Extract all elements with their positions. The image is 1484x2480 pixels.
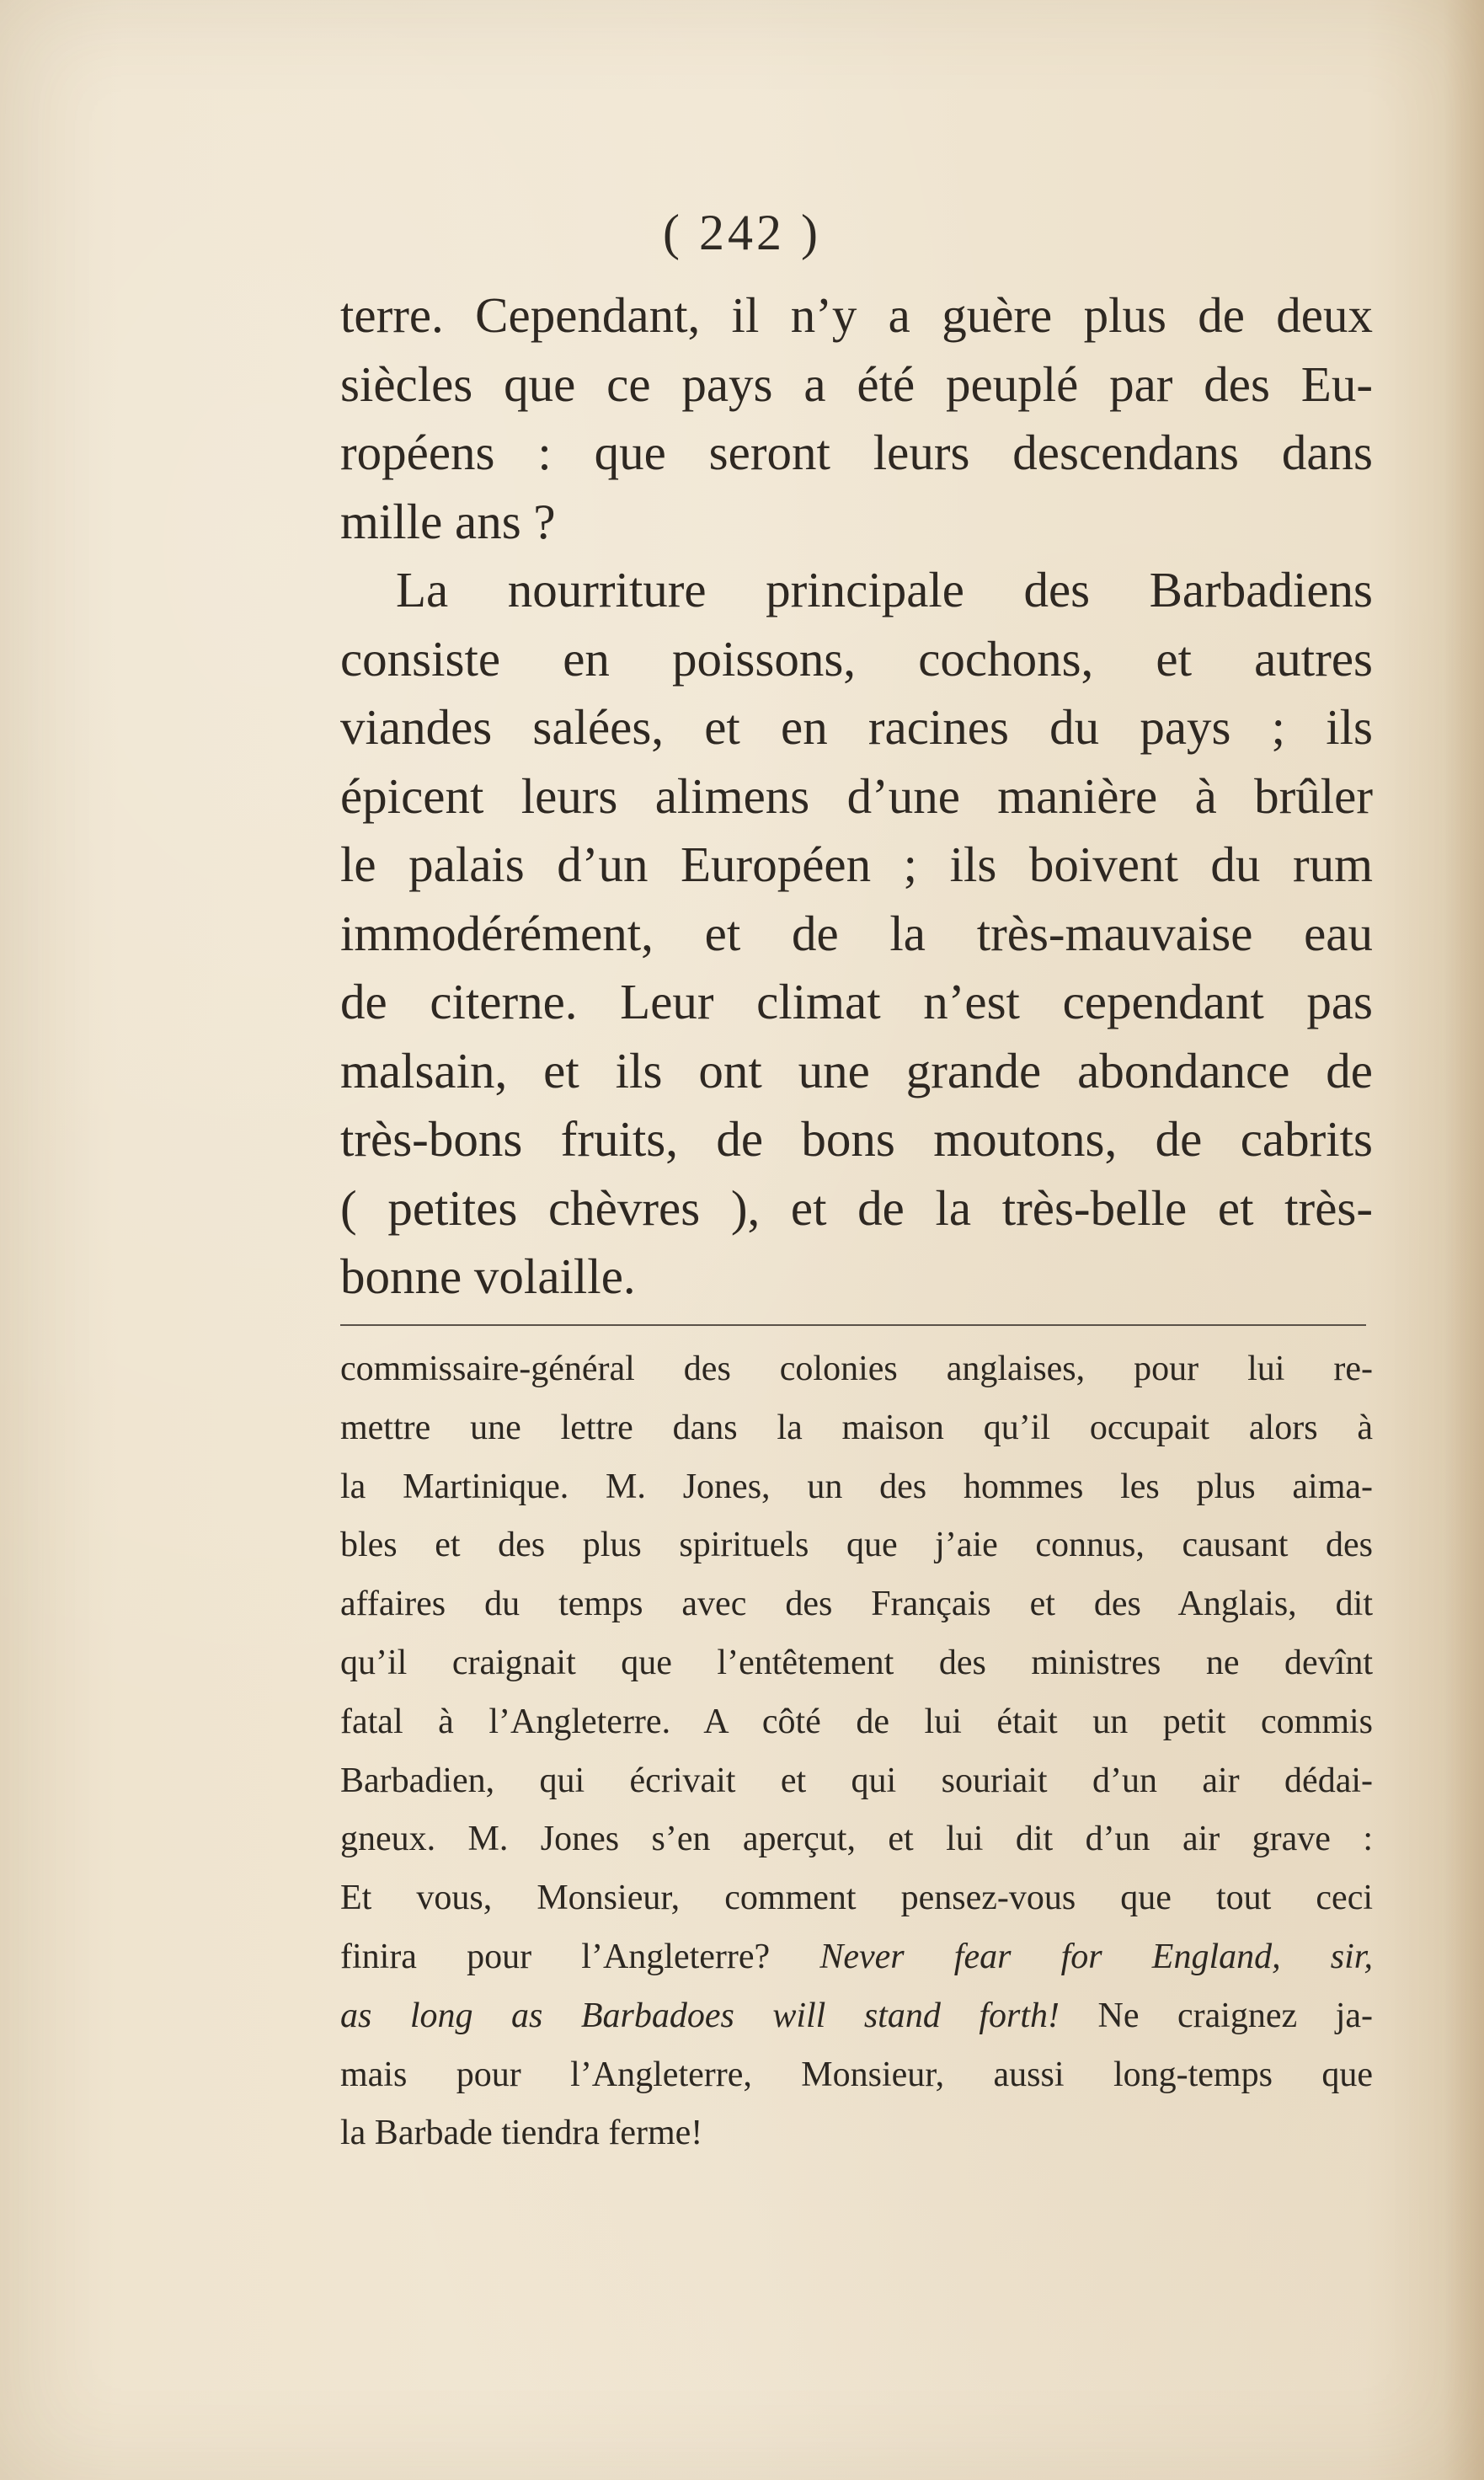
text-line: viandes salées, et en racines du pays ; ils: [340, 699, 1373, 755]
footnote-separator-rule: [340, 1324, 1366, 1326]
footnote-line: la Barbade tiendra ferme!: [340, 2114, 703, 2153]
footnote-line: Barbadien, qui écrivait et qui souriait d’un air dédai-: [340, 1761, 1373, 1800]
footnote-line: la Martinique. M. Jones, un des hommes les plus aima-: [340, 1467, 1373, 1506]
footnote-line: affaires du temps avec des Français et des Anglais, dit: [340, 1585, 1373, 1624]
page-edge-shadow: [1444, 0, 1484, 2480]
text-line: ropéens : que seront leurs descendans dans: [340, 425, 1373, 480]
text-line: consiste en poissons, cochons, et autres: [340, 630, 1373, 687]
text-line: ( petites chèvres ), et de la très-belle et très-: [340, 1179, 1373, 1236]
text-line: de citerne. Leur climat n’est cependant pas: [340, 974, 1373, 1029]
english-quote-text: Never fear for England, sir,: [819, 1937, 1373, 1976]
footnote-text: Ne craignez ja-: [1097, 1996, 1373, 2035]
footnote-line: bles et des plus spirituels que j’aie connus, causant des: [340, 1526, 1373, 1565]
footnote-line: mettre une lettre dans la maison qu’il occupait alors à: [340, 1408, 1373, 1447]
footnote-line: qu’il craignait que l’entêtement des ministres ne devînt: [340, 1643, 1373, 1682]
footnote-line: Et vous, Monsieur, comment pensez-vous que tout ceci: [340, 1879, 1373, 1918]
main-text-block: [340, 281, 1373, 1312]
text-line: mille ans ?: [340, 493, 556, 549]
text-line: très-bons fruits, de bons moutons, de cabrits: [340, 1111, 1373, 1167]
text-line: épicent leurs alimens d’une manière à brûler: [340, 767, 1373, 824]
text-line: bonne volaille.: [340, 1248, 636, 1304]
footnote-line-mixed: [340, 1928, 1373, 1987]
text-line: immodérément, et de la très-mauvaise eau: [340, 905, 1373, 961]
footnote-text: finira pour l’Angleterre?: [340, 1937, 771, 1976]
text-line: malsain, et ils ont une grande abondance de: [340, 1042, 1373, 1098]
footnote-block: [340, 1340, 1373, 2163]
footnote-line-mixed: [340, 1987, 1373, 2046]
footnote-line: fatal à l’Angleterre. A côté de lui était un petit commis: [340, 1702, 1373, 1741]
text-line: La nourriture principale des Barbadiens: [396, 562, 1373, 617]
footnote-line: mais pour l’Angleterre, Monsieur, aussi long-temps que: [340, 2055, 1373, 2094]
text-line: siècles que ce pays a été peuplé par des Eu-: [340, 355, 1373, 412]
english-quote-text: as long as Barbadoes will stand forth!: [340, 1996, 1060, 2035]
footnote-line: gneux. M. Jones s’en aperçut, et lui dit d’un air grave :: [340, 1820, 1373, 1859]
page-number: ( 242 ): [663, 205, 821, 260]
text-line: terre. Cependant, il n’y a guère plus de deux: [340, 287, 1373, 343]
text-line: le palais d’un Européen ; ils boivent du rum: [340, 836, 1373, 892]
footnote-line: commissaire-général des colonies anglaises, pour lui re-: [340, 1350, 1373, 1388]
